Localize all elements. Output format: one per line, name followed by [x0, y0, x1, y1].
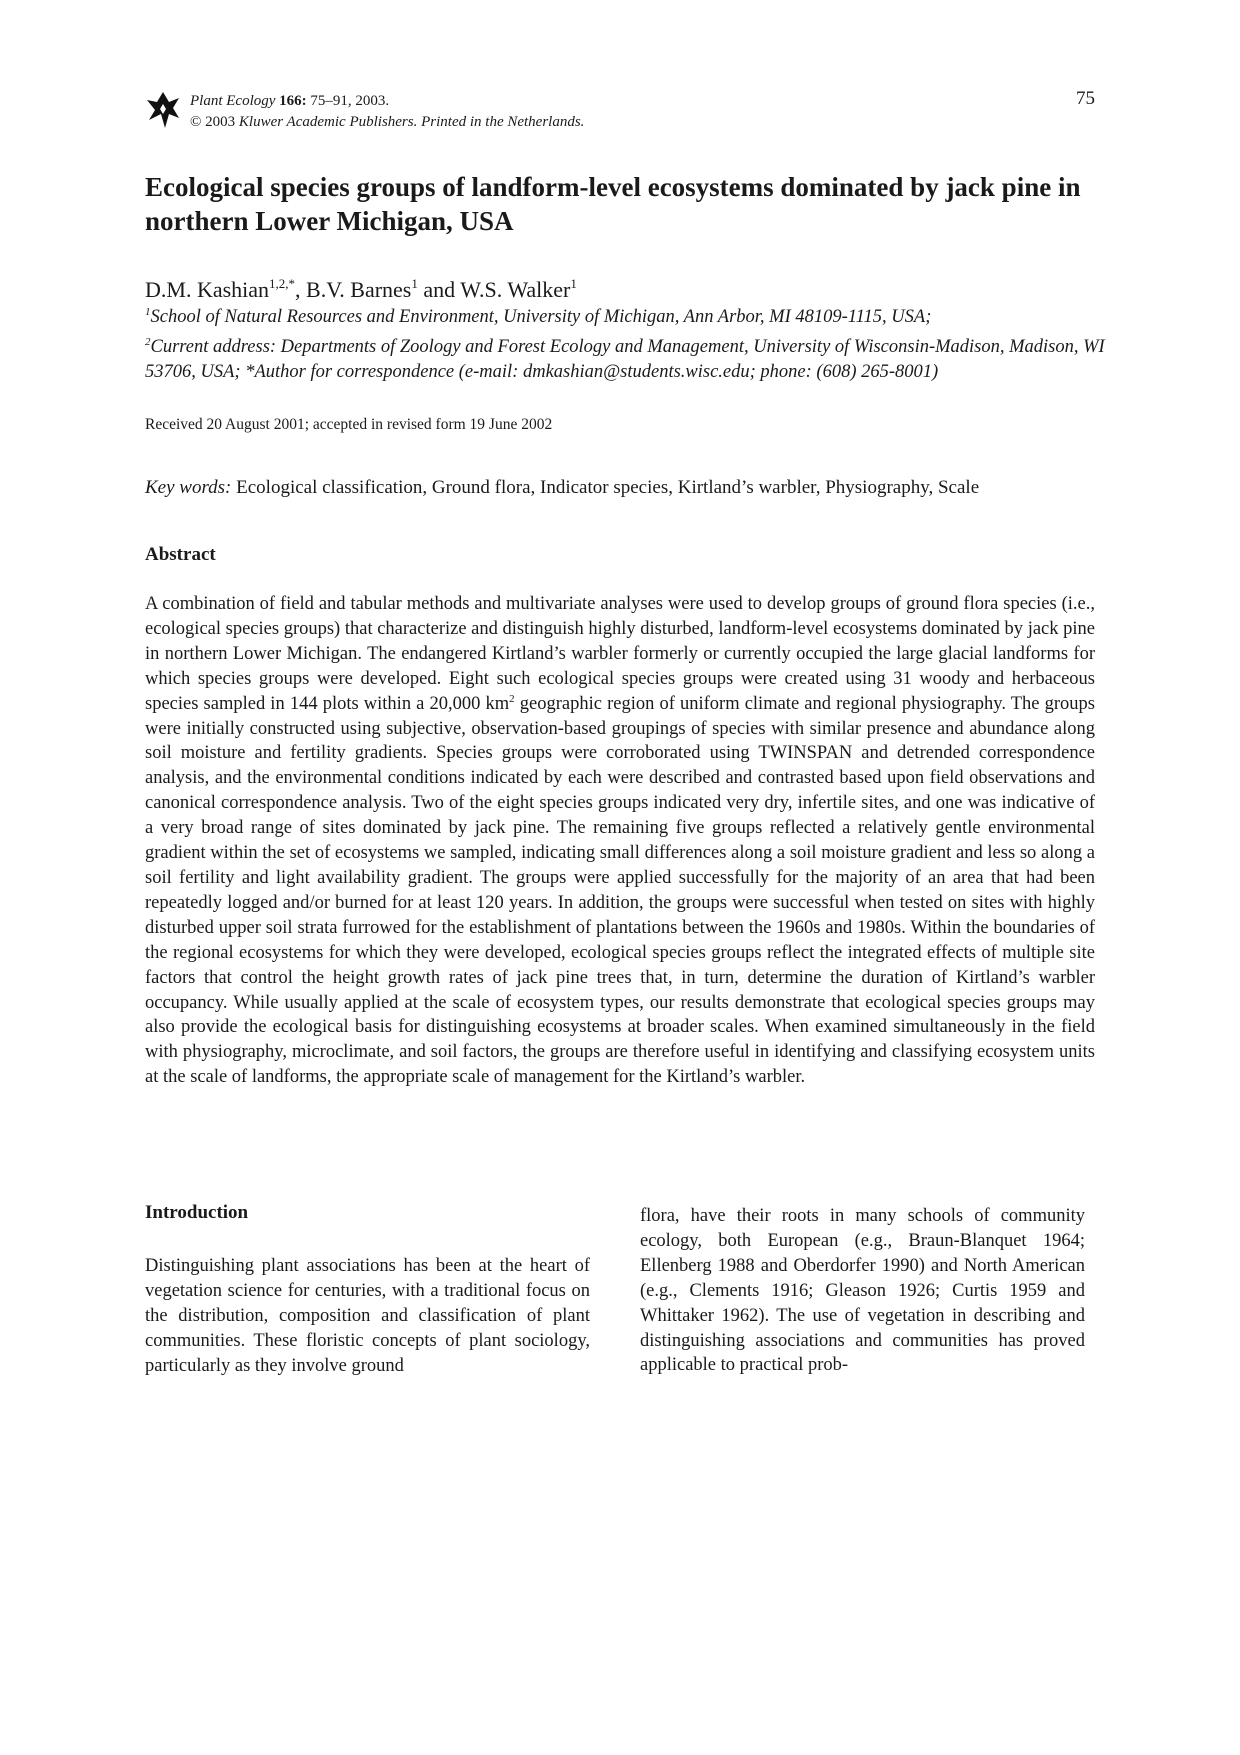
abstract-text — [145, 592, 1095, 1090]
introduction-heading: Introduction — [145, 1202, 249, 1223]
abstract-part-2: geographic region of uniform climate and regional physiography. The groups were initially constructed using subjective, observation-based groupings of species with similar presence and abundance along soil moisture and fertility gradients. Species groups were corroborated using TWINSPAN and detrended correspondence analysis, and the environmental conditions indicated by each were described and contrasted based upon field observations and canonical correspondence analysis. Two of the eight species groups indicated very dry, infertile sites, and one was indicative of a very broad range of sites dominated by jack pine. The remaining five groups reflected a relatively gentle environmental gradient within the set of ecosystems we sampled, indicating small differences along a soil moisture gradient and less so along a soil fertility and light availability gradient. The groups were applied successfully for the majority of an area that had been repeatedly logged and/or burned for at least 120 years. In addition, the groups were successful when tested on sites with highly disturbed upper soil strata furrowed for the establishment of plantations between the 1960s and 1980s. Within the boundaries of the regional ecosystems for which they were developed, ecological species groups reflect the integrated effects of multiple site factors that control the height growth rates of jack pine trees that, in turn, determine the duration of Kirtland’s warbler occupancy. While usually applied at the scale of ecosystem types, our results demonstrate that ecological species groups may also provide the ecological basis for distinguishing ecosystems at broader scales. When examined simultaneously in the field with physiography, microclimate, and soil factors, the groups are therefore useful in identifying and classifying ecosystem units at the scale of landforms, the appropriate scale of management for the Kirtland’s warbler. — [145, 693, 1095, 1088]
affiliations — [145, 300, 1105, 385]
page-number: 75 — [1076, 88, 1095, 109]
keywords-label: Key words: — [145, 477, 232, 498]
author-name: B.V. Barnes — [306, 277, 412, 302]
publisher: Kluwer Academic Publishers. Printed in the Netherlands. — [238, 114, 585, 130]
keywords-text: Ecological classification, Ground flora, Indicator species, Kirtland’s warbler, Physiography, Scale — [236, 477, 980, 498]
paper-title: Ecological species groups of landform-level ecosystems dominated by jack pine in northern Lower Michigan, USA — [145, 172, 1081, 236]
affiliation-mark: 1 — [145, 306, 151, 318]
introduction-left-column: Distinguishing plant associations has been at the heart of vegetation science for centuries, with a traditional focus on the distribution, composition and classification of plant communities. These floristic concepts of plant sociology, particularly as they involve ground — [145, 1256, 590, 1376]
copyright-year: 2003 — [205, 114, 236, 130]
author-affiliation-mark: 1 — [411, 276, 418, 291]
superscript-2: 2 — [509, 692, 515, 705]
affiliation-1: School of Natural Resources and Environment, University of Michigan, Ann Arbor, MI 48109-1115, USA; — [150, 307, 932, 327]
author-separator: , — [295, 277, 307, 302]
journal-name: Plant Ecology — [190, 93, 276, 109]
author-list — [145, 270, 577, 304]
author-name: W.S. Walker — [460, 277, 571, 302]
author-separator: and — [417, 277, 461, 302]
publisher-logo-icon — [145, 90, 181, 130]
affiliation-mark: 2 — [145, 336, 151, 348]
copyright-symbol: © — [190, 114, 202, 130]
abstract-part-1: A combination of field and tabular methods and multivariate analyses were used to develop groups of ground flora species (i.e., ecological species groups) that characterize and distinguish highly disturbed, landform-level ecosystems dominated by jack pine in northern Lower Michigan. The endangered Kirtland’s warbler formerly or currently occupied the large glacial landforms for which species groups were developed. Eight such ecological species groups were created using 31 woody and herbaceous species sampled in 144 plots within a 20,000 km — [145, 594, 1095, 714]
author-name: D.M. Kashian — [145, 277, 270, 302]
introduction-right-column: flora, have their roots in many schools of community ecology, both European (e.g., Braun-Blanquet 1964; Ellenberg 1988 and Oberdorfer 1990) and North American (e.g., Clements 1916; Gleason 1926; Curtis 1959 and Whittaker 1962). The use of vegetation in describing and distinguishing associations and communities has proved applicable to practical prob- — [640, 1206, 1085, 1376]
author-affiliation-mark: 1 — [570, 276, 577, 291]
journal-volume: 166: — [279, 93, 307, 109]
affiliation-2: Current address: Departments of Zoology and Forest Ecology and Management, University of Wisconsin-Madison, Madison, WI 53706, USA; *Author for correspondence (e-mail: dmkashian@students.wisc.edu; phone: (608) 265-8001) — [145, 337, 1105, 382]
journal-pages-year: 75–91, 2003. — [310, 93, 390, 109]
author-affiliation-mark: 1,2,* — [269, 276, 296, 291]
abstract-heading: Abstract — [145, 544, 216, 565]
keywords — [145, 475, 1105, 500]
received-dates: Received 20 August 2001; accepted in revised form 19 June 2002 — [145, 416, 553, 433]
journal-citation — [190, 91, 584, 133]
